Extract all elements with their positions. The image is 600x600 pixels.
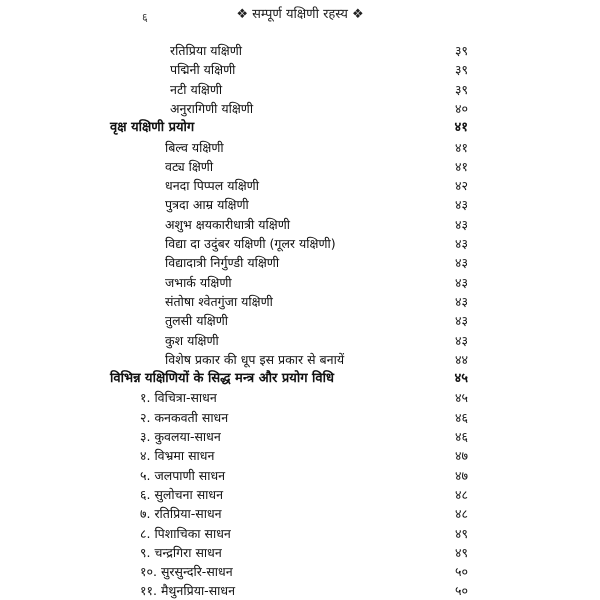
toc-entry-page-number: ४१ [454,158,468,174]
toc-entry [0,157,600,176]
toc-entry-title: ११. मैथुनप्रिया-साधन [140,583,236,599]
toc-entry-page-number: ४७ [454,467,468,483]
running-header-title: ❖ सम्पूर्ण यक्षिणी रहस्य ❖ [236,7,364,22]
toc-entry [0,60,600,79]
toc-entry [0,234,600,253]
toc-entry [0,562,600,581]
toc-entry [0,253,600,272]
toc-entry [0,543,600,562]
toc-entry-page-number: ४९ [454,525,468,541]
toc-entry-title: विभिन्न यक्षिणियों के सिद्ध मन्त्र और प्रयोग विधि [110,371,334,387]
toc-entry [0,408,600,427]
page-number: ६ [142,11,148,24]
toc-entry [0,485,600,504]
toc-entry-title: अनुरागिणी यक्षिणी [170,100,254,116]
toc-entry-title: संतोषा श्वेतगुंजा यक्षिणी [165,293,273,309]
toc-entry-title: जभार्क यक्षिणी [165,274,232,290]
toc-entry-title: ७. रतिप्रिया-साधन [140,506,222,522]
toc-entry-title: ४. विभ्रमा साधन [140,448,215,464]
toc-entry-page-number: ४३ [454,216,468,232]
toc-entry-title: विद्या दा उदुंबर यक्षिणी (गूलर यक्षिणी) [165,236,336,251]
toc-entry [0,273,600,292]
toc-entry-page-number: ४३ [454,274,468,290]
toc-entry-page-number: ४१ [454,120,468,136]
toc-entry-page-number: ४८ [454,506,468,522]
toc-entry-page-number: ४३ [454,293,468,309]
toc-entry-title: ५. जलपाणी साधन [140,467,226,483]
toc-entry [0,41,600,60]
toc-entry-title: पद्मिनी यक्षिणी [170,62,236,78]
toc-entry-page-number: ४५ [454,371,468,387]
toc-entry-title: ६. सुलोचना साधन [140,486,224,502]
toc-entry-page-number: ४३ [454,332,468,348]
toc-entry-page-number: ४४ [454,351,468,367]
toc-entry-page-number: ४७ [454,448,468,464]
toc-entry-page-number: ४२ [454,178,468,194]
toc-entry [0,524,600,543]
toc-entry [0,581,600,600]
toc-entry [0,466,600,485]
toc-entry-page-number: ५० [454,583,468,599]
toc-entry-page-number: ४१ [454,139,468,155]
toc-entry-title: कुश यक्षिणी [165,332,219,348]
toc-entry-title: ३. कुवलया-साधन [140,429,221,444]
toc-entry-page-number: ४० [454,100,468,116]
toc-entry [0,388,600,407]
toc-entry [0,350,600,369]
toc-entry-title: विशेष प्रकार की धूप इस प्रकार से बनायें [165,351,345,367]
toc-entry-page-number: ३९ [454,81,468,97]
toc-entry-page-number: ४३ [454,236,468,251]
toc-entry-title: २. कनकवती साधन [140,409,229,425]
toc-entry-page-number: ४६ [454,409,468,425]
toc-section-heading [0,369,600,388]
toc-entry-page-number: ४३ [454,197,468,213]
toc-entry [0,504,600,523]
toc-section-heading [0,118,600,137]
toc-entry-page-number: ३९ [454,43,468,58]
toc-entry-title: १०. सुरसुन्दरि-साधन [140,564,233,580]
toc-entry-title: पुत्रदा आम्र यक्षिणी [165,197,249,213]
toc-entry-title: ९. चन्द्रगिरा साधन [140,544,222,560]
toc-entry [0,176,600,195]
toc-entry [0,331,600,350]
toc-entry-title: वट्य क्षिणी [165,158,214,174]
toc-entry-title: धनदा पिप्पल यक्षिणी [165,178,259,194]
toc-entry-title: १. विचित्रा-साधन [140,390,217,406]
toc-entry [0,446,600,465]
toc-entry-page-number: ५० [454,564,468,580]
toc-entry-title: तुलसी यक्षिणी [165,313,228,329]
toc-entry-title: वृक्ष यक्षिणी प्रयोग [110,120,195,136]
toc-entry-title: अशुभ क्षयकारीधात्री यक्षिणी [165,216,290,232]
toc-entry [0,138,600,157]
toc-entry [0,292,600,311]
toc-entry-page-number: ४९ [454,544,468,560]
toc-entry [0,195,600,214]
toc-entry-page-number: ४३ [454,313,468,329]
toc-entry-title: विद्यादात्री निर्गुण्डी यक्षिणी [165,255,280,271]
toc-entry-page-number: ४५ [454,390,468,406]
toc-entry-page-number: ४६ [454,429,468,444]
toc-entry [0,427,600,446]
toc-entry-title: रतिप्रिया यक्षिणी [170,43,243,58]
toc-entry [0,80,600,99]
toc-entry [0,215,600,234]
toc-entry-title: नटी यक्षिणी [170,81,223,97]
toc-entry-title: बिल्व यक्षिणी [165,139,224,155]
toc-entry-page-number: ३९ [454,62,468,78]
toc-entry-page-number: ४८ [454,486,468,502]
toc-entry [0,99,600,118]
toc-entry-page-number: ४३ [454,255,468,271]
toc-entry-title: ८. पिशाचिका साधन [140,525,231,541]
toc-entry [0,311,600,330]
